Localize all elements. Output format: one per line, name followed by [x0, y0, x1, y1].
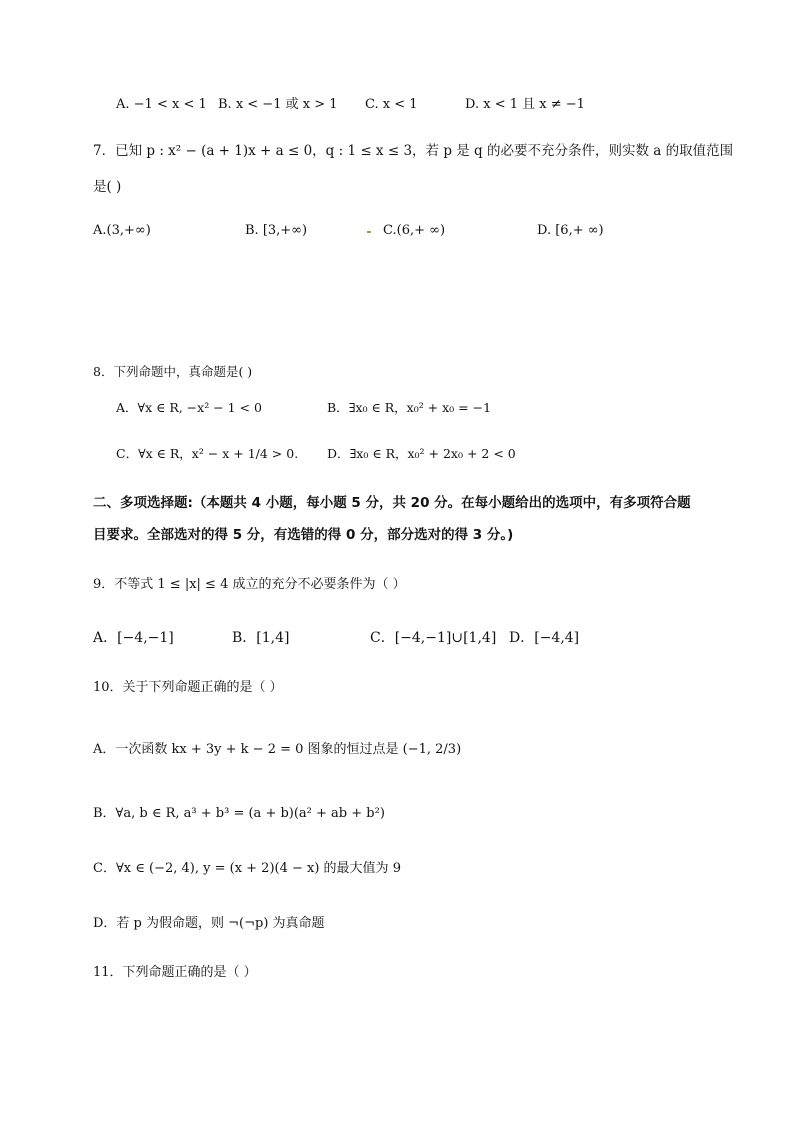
q10-option-c: C．∀x ∈ (−2, 4), y = (x + 2)(4 − x) 的最大值为 9: [93, 861, 401, 876]
q7-option-d: D. [6,+ ∞): [537, 223, 604, 238]
q9-option-a: A．[−4,−1]: [93, 630, 174, 646]
q8-option-b: B．∃x₀ ∈ R，x₀² + x₀ = −1: [327, 400, 492, 415]
q7-stem-line1: 7．已知 p : x² − (a + 1)x + a ≤ 0，q : 1 ≤ x ≤ 3，若 p 是 q 的必要不充分条件，则实数 a 的取值范围: [93, 143, 734, 159]
q8-stem: 8．下列命题中，真命题是( ): [93, 364, 253, 379]
q7-option-c: C.(6,+ ∞): [383, 223, 446, 238]
stray-mark: [367, 231, 371, 233]
q10-option-a: A．一次函数 kx + 3y + k − 2 = 0 图象的恒过点是 (−1, 2/3): [93, 742, 462, 757]
q6-option-c: C. x < 1: [365, 97, 418, 112]
q9-stem: 9．不等式 1 ≤ |x| ≤ 4 成立的充分不必要条件为（ ）: [93, 577, 406, 592]
q9-option-d: D．[−4,4]: [509, 630, 580, 646]
q6-option-a: A. −1 < x < 1: [116, 97, 207, 112]
q9-option-b: B．[1,4]: [232, 630, 290, 646]
q9-option-c: C．[−4,−1]∪[1,4]: [370, 630, 497, 646]
q10-option-b: B．∀a, b ∈ R, a³ + b³ = (a + b)(a² + ab + b²): [93, 806, 385, 821]
section2-heading-line1: 二、多项选择题:（本题共 4 小题，每小题 5 分，共 20 分。在每小题给出的选项中，有多项符合题: [93, 495, 691, 511]
q11-stem: 11．下列命题正确的是（ ）: [93, 965, 257, 980]
q10-stem: 10．关于下列命题正确的是（ ）: [93, 680, 283, 695]
section2-heading-line2: 目要求。全部选对的得 5 分，有选错的得 0 分，部分选对的得 3 分。): [93, 527, 514, 543]
q7-option-a: A.(3,+∞): [93, 223, 151, 238]
q6-option-b: B. x < −1 或 x > 1: [218, 97, 338, 112]
q7-stem-line2: 是( ): [93, 179, 122, 195]
q10-option-d: D．若 p 为假命题，则 ¬(¬p) 为真命题: [93, 916, 325, 931]
q6-option-d: D. x < 1 且 x ≠ −1: [465, 97, 585, 112]
q8-option-c: C．∀x ∈ R，x² − x + 1/4 > 0.: [116, 446, 299, 461]
q8-option-a: A．∀x ∈ R, −x² − 1 < 0: [116, 400, 262, 415]
q7-option-b: B. [3,+∞): [245, 223, 308, 238]
q8-option-d: D．∃x₀ ∈ R，x₀² + 2x₀ + 2 < 0: [327, 446, 516, 461]
